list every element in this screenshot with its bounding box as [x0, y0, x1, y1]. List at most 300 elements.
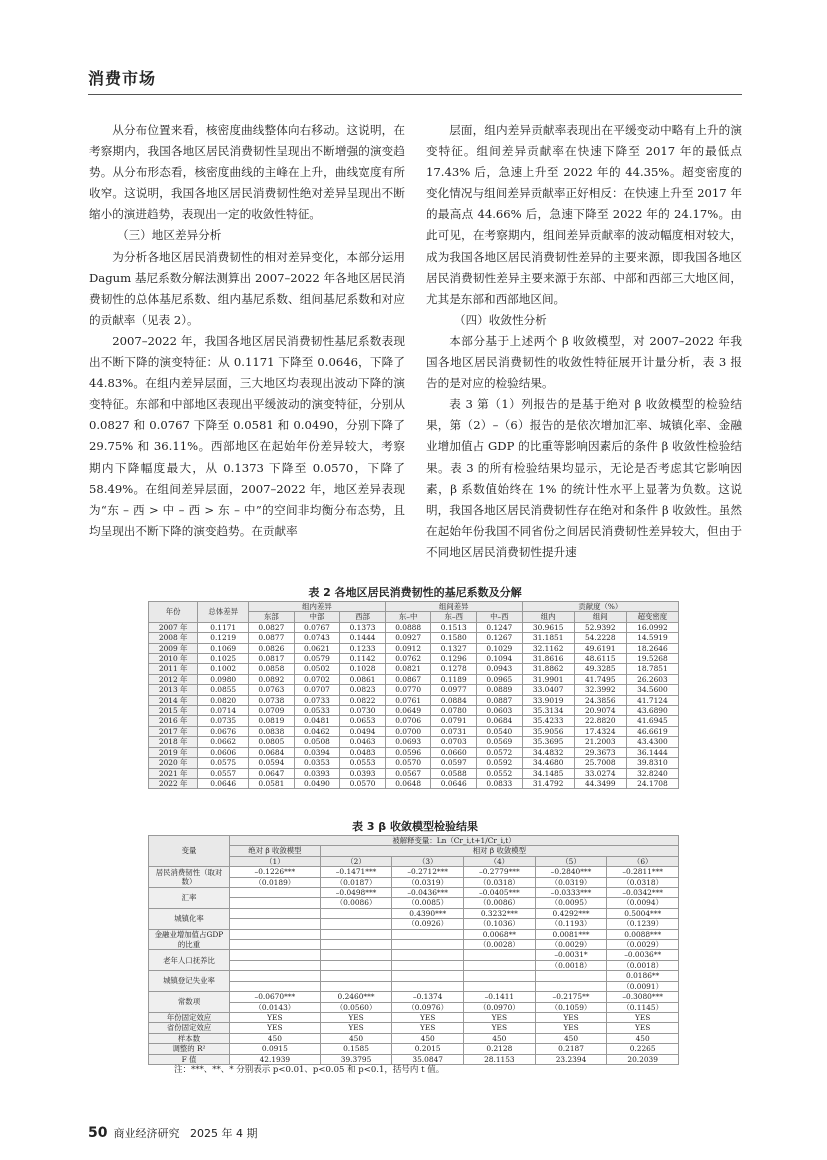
table-cell: 0.0703: [431, 737, 477, 747]
table-cell: –0.0670***: [230, 992, 321, 1002]
table-cell: [392, 981, 464, 991]
table-cell: 0.0838: [249, 726, 295, 736]
table-row: [149, 867, 679, 877]
table-cell: YES: [464, 1012, 536, 1022]
table-cell: 0.0508: [294, 737, 340, 747]
table-row: [149, 633, 679, 643]
table-cell: 0.0707: [294, 685, 340, 695]
table-cell: 0.0861: [340, 674, 386, 684]
table-cell: [230, 981, 321, 991]
row-label: 常数项: [149, 992, 230, 1013]
table-cell: 31.4792: [522, 778, 574, 788]
table-cell: 43.6890: [626, 706, 678, 716]
table-cell: 0.2015: [392, 1044, 464, 1054]
table-row: [149, 726, 679, 736]
table-cell: 0.0088***: [607, 929, 679, 939]
table-cell: 35.9056: [522, 726, 574, 736]
table-cell: 0.0977: [431, 685, 477, 695]
table-cell: 34.4832: [522, 747, 574, 757]
table-row: [149, 992, 679, 1002]
table-cell: 0.0820: [198, 695, 249, 705]
table-cell: （0.0086）: [464, 898, 536, 908]
table-cell: 0.1327: [431, 643, 477, 653]
table-cell: （0.0029）: [535, 940, 607, 950]
table-cell: 0.2187: [535, 1044, 607, 1054]
table-cell: 0.0730: [340, 706, 386, 716]
table-cell: [392, 950, 464, 960]
table-cell: YES: [607, 1023, 679, 1033]
table-row: [149, 888, 679, 898]
col-header: 组间差异: [385, 602, 522, 612]
table-cell: 0.0823: [340, 685, 386, 695]
table-cell: 0.0393: [340, 768, 386, 778]
table-cell: –0.1471***: [320, 867, 392, 877]
col-header: 绝对 β 收敛模型: [230, 846, 321, 856]
col-header: 西部: [340, 612, 386, 622]
paragraph: 层面，组内差异贡献率表现出在平缓变动中略有上升的演变特征。组间差异贡献率在快速下降至 2017 年的最低点 17.43% 后，急速上升至 2022 年的 44.35%。超变密度的变化情况与组间差异贡献率正好相反：在快速上升至 2017 年的最高点 44.66% 后，急速下降至 2022 年的 24.17%。由此可见，在考察期内，组间差异贡献率的波动幅度相对较大，成为我国各地区居民消费韧性差异的主要来源，即我国各地区居民消费韧性差异主要来源于东部、中部和西部三大地区间，尤其是东部和西部地区间。: [426, 123, 742, 306]
table-cell: 0.1585: [320, 1044, 392, 1054]
table-cell: 43.4300: [626, 737, 678, 747]
table-cell: 14.5919: [626, 633, 678, 643]
row-label: 2007 年: [149, 622, 198, 632]
table-cell: （0.0095）: [535, 898, 607, 908]
table-cell: [392, 960, 464, 970]
table-cell: 31.1851: [522, 633, 574, 643]
table-row: [149, 1012, 679, 1022]
row-label: 金融业增加值占GDP 的比重: [149, 929, 230, 950]
table-row: [149, 1033, 679, 1043]
table-cell: 450: [535, 1033, 607, 1043]
table-cell: 0.0767: [294, 622, 340, 632]
table-cell: 0.0763: [249, 685, 295, 695]
row-label: 样本数: [149, 1033, 230, 1043]
table-cell: 0.0570: [340, 778, 386, 788]
col-header: （1）: [230, 856, 321, 866]
table-row: [149, 622, 679, 632]
table-cell: 26.2603: [626, 674, 678, 684]
table-cell: 32.8240: [626, 768, 678, 778]
table-cell: 0.1171: [198, 622, 249, 632]
table-cell: 450: [230, 1033, 321, 1043]
table-cell: （0.0085）: [392, 898, 464, 908]
table-cell: 31.9901: [522, 674, 574, 684]
table-cell: 0.0557: [198, 768, 249, 778]
table-cell: [320, 940, 392, 950]
table-cell: 33.9019: [522, 695, 574, 705]
table-cell: 0.1002: [198, 664, 249, 674]
table-cell: [320, 950, 392, 960]
table-cell: 39.3795: [320, 1054, 392, 1064]
table-cell: [230, 888, 321, 898]
table-cell: –0.0498***: [320, 888, 392, 898]
table-cell: 24.3856: [574, 695, 626, 705]
table-cell: [230, 908, 321, 918]
table-cell: [392, 929, 464, 939]
table-cell: 0.0780: [431, 706, 477, 716]
table-cell: 0.0567: [385, 768, 431, 778]
table-row: [149, 654, 679, 664]
table-cell: 44.3499: [574, 778, 626, 788]
table-row: [149, 929, 679, 939]
table-row: [149, 685, 679, 695]
table-cell: 0.0817: [249, 654, 295, 664]
table-cell: （0.1193）: [535, 919, 607, 929]
table-cell: 25.7008: [574, 758, 626, 768]
table-cell: 41.7495: [574, 674, 626, 684]
table2-caption: 表 2 各地区居民消费韧性的基尼系数及分解: [308, 586, 522, 599]
table-cell: 0.0738: [249, 695, 295, 705]
table-row: [149, 643, 679, 653]
table-row: [149, 695, 679, 705]
table-cell: 0.1069: [198, 643, 249, 653]
col-header: 变量: [149, 836, 230, 867]
table-cell: 0.2128: [464, 1044, 536, 1054]
table-cell: 0.0827: [249, 622, 295, 632]
table-cell: 0.0394: [294, 747, 340, 757]
table-cell: [535, 971, 607, 981]
table-cell: 0.0980: [198, 674, 249, 684]
table-cell: 0.0592: [477, 758, 523, 768]
table-cell: 0.1189: [431, 674, 477, 684]
table-cell: 0.0943: [477, 664, 523, 674]
col-header: 东–中: [385, 612, 431, 622]
table-cell: 0.0483: [340, 747, 386, 757]
table-cell: 0.0791: [431, 716, 477, 726]
table-cell: （0.0018）: [607, 960, 679, 970]
table-note: 注：***、**、* 分别表示 p<0.01、p<0.05 和 p<0.1，括号内 t 值。: [174, 1065, 445, 1075]
table-cell: YES: [464, 1023, 536, 1033]
table-cell: YES: [392, 1012, 464, 1022]
table-cell: （0.0976）: [392, 1002, 464, 1012]
table-cell: 0.0884: [431, 695, 477, 705]
table-cell: YES: [392, 1023, 464, 1033]
table-cell: （0.0029）: [607, 940, 679, 950]
table-cell: 0.0353: [294, 758, 340, 768]
table-cell: 0.0572: [477, 747, 523, 757]
row-label: 2011 年: [149, 664, 198, 674]
table-row: [149, 747, 679, 757]
table-cell: 34.4680: [522, 758, 574, 768]
table-cell: 0.0702: [294, 674, 340, 684]
row-label: 2021 年: [149, 768, 198, 778]
table-cell: 0.0889: [477, 685, 523, 695]
table-cell: [464, 950, 536, 960]
col-header: 组内差异: [249, 602, 386, 612]
table-cell: 0.0821: [385, 664, 431, 674]
table-cell: 0.0575: [198, 758, 249, 768]
table-cell: 0.0761: [385, 695, 431, 705]
col-header: 东–西: [431, 612, 477, 622]
table-cell: 0.1142: [340, 654, 386, 664]
table-cell: 0.0855: [198, 685, 249, 695]
table-cell: 0.0533: [294, 706, 340, 716]
table-cell: （0.0318）: [607, 877, 679, 887]
table-row: [149, 778, 679, 788]
table3-caption: 表 3 β 收敛模型检验结果: [351, 820, 479, 833]
table-cell: 0.0684: [249, 747, 295, 757]
table-cell: 0.1094: [477, 654, 523, 664]
row-label: 2013 年: [149, 685, 198, 695]
table-cell: 0.0481: [294, 716, 340, 726]
row-label: 2014 年: [149, 695, 198, 705]
table-cell: 0.0646: [431, 778, 477, 788]
table-cell: 19.5268: [626, 654, 678, 664]
table-cell: 0.1513: [431, 622, 477, 632]
row-label: 调整的 R²: [149, 1044, 230, 1054]
table-cell: 0.0653: [340, 716, 386, 726]
table-cell: （0.0318）: [464, 877, 536, 887]
table-cell: 30.9615: [522, 622, 574, 632]
table-cell: [320, 960, 392, 970]
table-cell: –0.2175**: [535, 992, 607, 1002]
table-cell: 54.2228: [574, 633, 626, 643]
table-cell: 49.3285: [574, 664, 626, 674]
table-cell: 0.0706: [385, 716, 431, 726]
table-cell: 0.0676: [198, 726, 249, 736]
table-cell: （0.0970）: [464, 1002, 536, 1012]
table-cell: 20.2039: [607, 1054, 679, 1064]
col-header: 贡献度（%）: [522, 602, 678, 612]
gini-table: [148, 601, 679, 789]
table-cell: 0.2460***: [320, 992, 392, 1002]
table-row: [149, 908, 679, 918]
col-header: 中部: [294, 612, 340, 622]
row-label: 2020 年: [149, 758, 198, 768]
table-cell: 0.0762: [385, 654, 431, 664]
col-header: （3）: [392, 856, 464, 866]
table-row: [149, 971, 679, 981]
table-cell: 0.0647: [249, 768, 295, 778]
section-heading: （三）地区差异分析: [117, 228, 222, 243]
table-cell: [230, 898, 321, 908]
table-cell: 0.0462: [294, 726, 340, 736]
col-header: 中–西: [477, 612, 523, 622]
table-cell: 0.0648: [385, 778, 431, 788]
table-cell: 0.0603: [477, 706, 523, 716]
table-cell: 0.0579: [294, 654, 340, 664]
table-row: [149, 706, 679, 716]
table-cell: –0.2811***: [607, 867, 679, 877]
row-label: 2022 年: [149, 778, 198, 788]
table-cell: 0.0858: [249, 664, 295, 674]
table-cell: [392, 971, 464, 981]
table-row: [149, 664, 679, 674]
table-cell: 24.1708: [626, 778, 678, 788]
table-cell: YES: [320, 1023, 392, 1033]
col-header: （4）: [464, 856, 536, 866]
issue: 2025 年 4 期: [189, 1127, 258, 1140]
convergence-table: [148, 835, 679, 1065]
col-header: 总体差异: [198, 602, 249, 623]
table-cell: [464, 960, 536, 970]
table-cell: 32.1162: [522, 643, 574, 653]
table-cell: 0.1296: [431, 654, 477, 664]
table-cell: 0.0965: [477, 674, 523, 684]
table-cell: 0.0822: [340, 695, 386, 705]
table-cell: 0.0927: [385, 633, 431, 643]
table-cell: 0.0833: [477, 778, 523, 788]
table-cell: YES: [535, 1023, 607, 1033]
table-cell: 18.7851: [626, 664, 678, 674]
table-cell: 0.1028: [340, 664, 386, 674]
table-cell: 0.3232***: [464, 908, 536, 918]
journal-name: 商业经济研究: [113, 1127, 180, 1140]
table-cell: 0.0819: [249, 716, 295, 726]
table-cell: 35.0847: [392, 1054, 464, 1064]
table-cell: YES: [320, 1012, 392, 1022]
table-cell: –0.0405***: [464, 888, 536, 898]
table-cell: [230, 919, 321, 929]
col-header: （6）: [607, 856, 679, 866]
table-cell: 0.0494: [340, 726, 386, 736]
table-cell: 0.0552: [477, 768, 523, 778]
table-cell: 0.1580: [431, 633, 477, 643]
table-cell: （0.0187）: [320, 877, 392, 887]
row-label: 2019 年: [149, 747, 198, 757]
table-cell: [230, 971, 321, 981]
page-footer: [88, 1125, 257, 1141]
table-cell: 0.0731: [431, 726, 477, 736]
table-cell: 32.3992: [574, 685, 626, 695]
table-cell: 0.0826: [249, 643, 295, 653]
paragraph: 2007–2022 年，我国各地区居民消费韧性基尼系数表现出不断下降的演变特征：从 0.1171 下降至 0.0646，下降了 44.83%。在组内差异层面，三大地区均表现出波动下降的演变特征。东部和中部地区表现出平缓波动的演变特征，分别从 0.0827 和 0.0767 下降至 0.0581 和 0.0490，分别下降了 29.75% 和 36.11%。西部地区在起始年份差异较大，考察期内下降幅度最大，从 0.1373 下降至 0.0570，下降了 58.49%。在组间差异层面，2007–2022 年，地区差异表现为“东 – 西 > 中 – 西 > 东 – 中”的空间非均衡分布态势，且均呈现出不断下降的演变趋势。在贡献率: [89, 333, 405, 538]
row-label: F 值: [149, 1054, 230, 1064]
page-number: 50: [88, 1125, 108, 1141]
table-cell: 0.0693: [385, 737, 431, 747]
row-label: 省份固定效应: [149, 1023, 230, 1033]
table-cell: 18.2646: [626, 643, 678, 653]
row-label: 2012 年: [149, 674, 198, 684]
table-cell: 31.8862: [522, 664, 574, 674]
table-cell: 0.0714: [198, 706, 249, 716]
table-cell: 0.4292***: [535, 908, 607, 918]
table-cell: 0.0770: [385, 685, 431, 695]
table-cell: 31.8616: [522, 654, 574, 664]
col-header: 组内: [522, 612, 574, 622]
row-label: 老年人口抚养比: [149, 950, 230, 971]
table-cell: [230, 960, 321, 970]
table-cell: –0.2779***: [464, 867, 536, 877]
table-row: [149, 1023, 679, 1033]
table-cell: 0.0660: [431, 747, 477, 757]
col-header: 相对 β 收敛模型: [320, 846, 678, 856]
table-cell: 0.0735: [198, 716, 249, 726]
row-label: 城镇登记失业率: [149, 971, 230, 992]
table-cell: 0.1267: [477, 633, 523, 643]
section-heading: （四）收敛性分析: [454, 312, 547, 327]
table-cell: 0.0877: [249, 633, 295, 643]
table-cell: [230, 929, 321, 939]
table-cell: 0.0502: [294, 664, 340, 674]
table-cell: 0.0915: [230, 1044, 321, 1054]
table-cell: YES: [535, 1012, 607, 1022]
table-cell: 0.0596: [385, 747, 431, 757]
table-cell: 35.4233: [522, 716, 574, 726]
table-cell: 0.4390***: [392, 908, 464, 918]
header-rule: [88, 94, 742, 95]
table-cell: 0.0700: [385, 726, 431, 736]
table-cell: –0.1374: [392, 992, 464, 1002]
table-cell: 0.0569: [477, 737, 523, 747]
table-cell: [320, 908, 392, 918]
table-cell: （0.0926）: [392, 919, 464, 929]
table-cell: 0.0068**: [464, 929, 536, 939]
col-header: 超变密度: [626, 612, 678, 622]
table-cell: 34.1485: [522, 768, 574, 778]
table-cell: （0.1036）: [464, 919, 536, 929]
table-cell: 0.0733: [294, 695, 340, 705]
table-cell: YES: [230, 1012, 321, 1022]
table-row: [149, 716, 679, 726]
table-cell: 0.0540: [477, 726, 523, 736]
paragraph: 从分布位置来看，核密度曲线整体向右移动。这说明，在考察期内，我国各地区居民消费韧性呈现出不断增强的演变趋势。从分布形态看，核密度曲线的主峰在上升，曲线宽度有所收窄。这说明，我国各地区居民消费韧性绝对差异呈现出不断缩小的演进趋势，表现出一定的收敛性特征。: [89, 123, 405, 222]
table-cell: 29.3673: [574, 747, 626, 757]
table-cell: [320, 929, 392, 939]
table-cell: 0.0743: [294, 633, 340, 643]
table-cell: 20.9074: [574, 706, 626, 716]
table-cell: –0.3080***: [607, 992, 679, 1002]
table-cell: 0.0709: [249, 706, 295, 716]
section-title: 消费市场: [88, 69, 157, 88]
table-cell: [320, 981, 392, 991]
table-cell: 0.0621: [294, 643, 340, 653]
table-cell: 0.0662: [198, 737, 249, 747]
table-cell: 450: [464, 1033, 536, 1043]
table-cell: [230, 940, 321, 950]
table-cell: 0.1233: [340, 643, 386, 653]
table-cell: –0.1226***: [230, 867, 321, 877]
row-label: 2015 年: [149, 706, 198, 716]
table-cell: 0.0646: [198, 778, 249, 788]
table-cell: （0.0319）: [535, 877, 607, 887]
right-column: [426, 120, 742, 563]
row-label: 2010 年: [149, 654, 198, 664]
table-cell: 33.0274: [574, 768, 626, 778]
table-cell: 17.4324: [574, 726, 626, 736]
table-cell: 48.6115: [574, 654, 626, 664]
table-cell: （0.0028）: [464, 940, 536, 950]
table-cell: 0.0570: [385, 758, 431, 768]
table-cell: 0.1373: [340, 622, 386, 632]
table-row: [149, 737, 679, 747]
table-cell: 0.0888: [385, 622, 431, 632]
row-label: 居民消费韧性（取对数）: [149, 867, 230, 888]
table-row: [149, 758, 679, 768]
table-cell: –0.0333***: [535, 888, 607, 898]
table-cell: 36.1444: [626, 747, 678, 757]
table-cell: 0.0081***: [535, 929, 607, 939]
table-cell: 16.0992: [626, 622, 678, 632]
table-cell: 0.0588: [431, 768, 477, 778]
table-cell: （0.0091）: [607, 981, 679, 991]
table-cell: 52.9392: [574, 622, 626, 632]
table-cell: 28.1153: [464, 1054, 536, 1064]
left-column: [89, 120, 405, 542]
table-cell: –0.2712***: [392, 867, 464, 877]
table-cell: [464, 971, 536, 981]
table-row: [149, 674, 679, 684]
table-cell: –0.0342***: [607, 888, 679, 898]
table-cell: 0.0597: [431, 758, 477, 768]
table-cell: 450: [320, 1033, 392, 1043]
table-cell: 33.0407: [522, 685, 574, 695]
row-label: 2009 年: [149, 643, 198, 653]
table-cell: [535, 981, 607, 991]
table-cell: YES: [607, 1012, 679, 1022]
table-cell: 0.1247: [477, 622, 523, 632]
table-cell: 0.0553: [340, 758, 386, 768]
table-cell: 0.2265: [607, 1044, 679, 1054]
